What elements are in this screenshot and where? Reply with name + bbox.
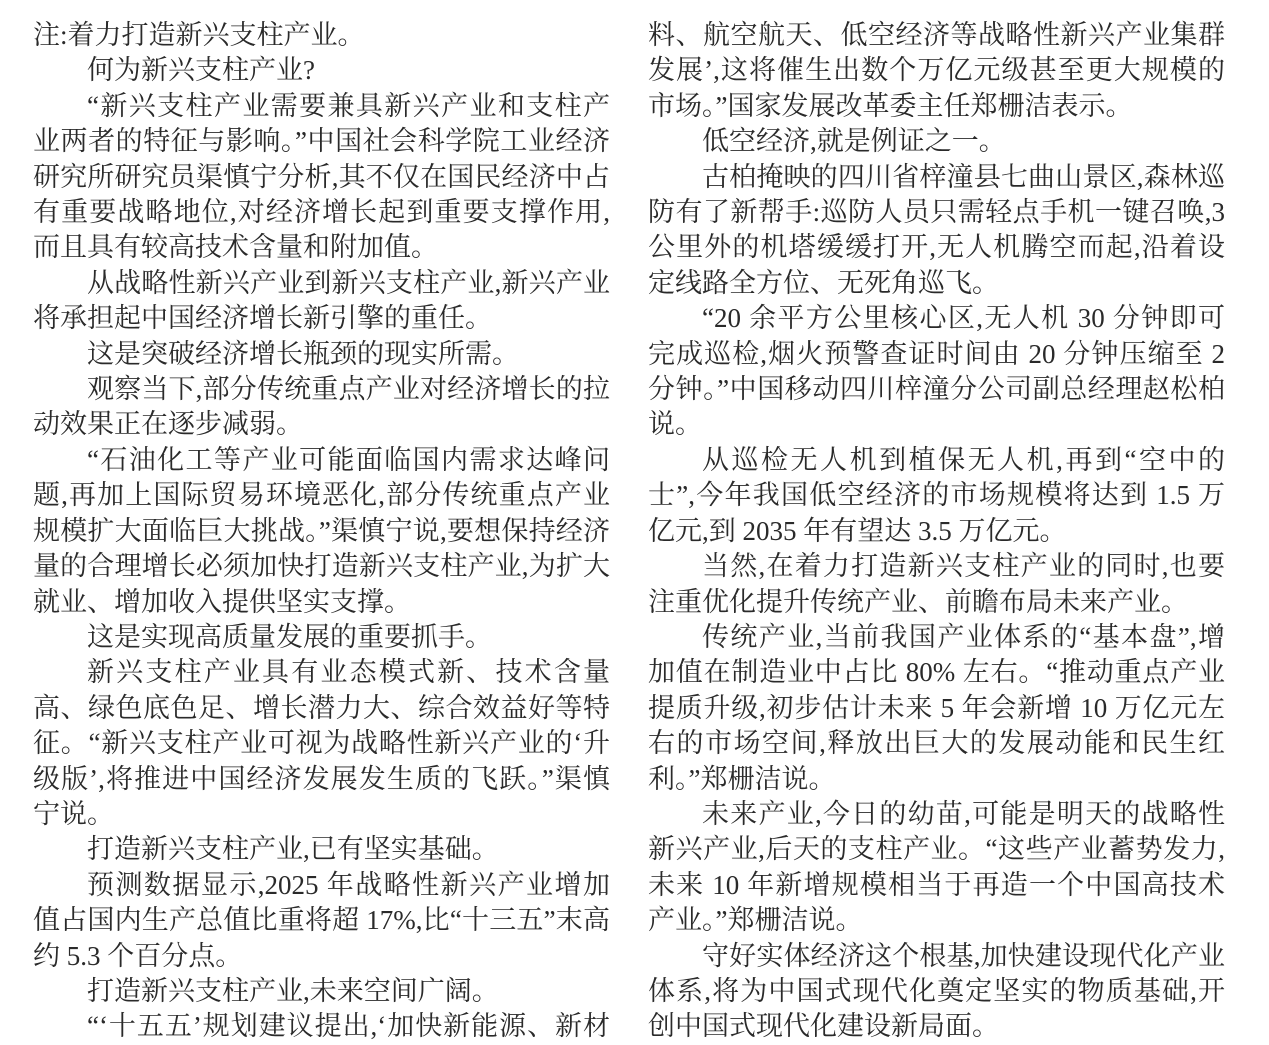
paragraph: 料、航空航天、低空经济等战略性新兴产业集群发展’,这将催生出数个万亿元级甚至更大规模的市场。”国家发展改革委主任郑栅洁表示。: [648, 20, 1225, 121]
paragraph: 从战略性新兴产业到新兴支柱产业,新兴产业将承担起中国经济增长新引擎的重任。: [33, 267, 610, 334]
paragraph: 低空经济,就是例证之一。: [702, 126, 1006, 157]
paragraph: 从巡检无人机到植保无人机,再到“空中的士”,今年我国低空经济的市场规模将达到 1.5 万亿元,到 2035 年有望达 3.5 万亿元。: [648, 444, 1225, 546]
paragraph: 这是实现高质量发展的重要抓手。: [87, 621, 492, 652]
paragraph: “新兴支柱产业需要兼具新兴产业和支柱产业两者的特征与影响。”中国社会科学院工业经济研究所研究员渠慎宁分析,其不仅在国民经济中占有重要战略地位,对经济增长起到重要支撑作用,而且具有较高技术含量和附加值。: [33, 90, 610, 263]
paragraph: 注:着力打造新兴支柱产业。: [33, 20, 365, 50]
paragraph: 当然,在着力打造新兴支柱产业的同时,也要注重优化提升传统产业、前瞻布局未来产业。: [648, 551, 1225, 617]
paragraph: 预测数据显示,2025 年战略性新兴产业增加值占国内生产总值比重将超 17%,比“十三五”末高约 5.3 个百分点。: [33, 869, 610, 971]
paragraph: 传统产业,当前我国产业体系的“基本盘”,增加值在制造业中占比 80% 左右。“推动重点产业提质升级,初步估计未来 5 年会新增 10 万亿元左右的市场空间,释放出巨大的发展动能和民生红利。”郑栅洁说。: [648, 621, 1225, 794]
paragraph: 何为新兴支柱产业?: [87, 55, 315, 86]
paragraph: 新兴支柱产业具有业态模式新、技术含量高、绿色底色足、增长潜力大、综合效益好等特征。“新兴支柱产业可视为战略性新兴产业的‘升级版’,将推进中国经济发展发生质的飞跃。”渠慎宁说。: [33, 657, 610, 829]
right-column: [648, 18, 1225, 1042]
paragraph: 打造新兴支柱产业,未来空间广阔。: [87, 975, 499, 1006]
paragraph: 打造新兴支柱产业,已有坚实基础。: [87, 834, 499, 865]
paragraph: 古柏掩映的四川省梓潼县七曲山景区,森林巡防有了新帮手:巡防人员只需轻点手机一键召唤,3 公里外的机塔缓缓打开,无人机腾空而起,沿着设定线路全方位、无死角巡飞。: [648, 161, 1225, 298]
paragraph: 守好实体经济这个根基,加快建设现代化产业体系,将为中国式现代化奠定坚实的物质基础,开创中国式现代化建设新局面。: [648, 940, 1225, 1042]
paragraph: 这是突破经济增长瓶颈的现实所需。: [87, 338, 519, 369]
paragraph: “20 余平方公里核心区,无人机 30 分钟即可完成巡检,烟火预警查证时间由 20 分钟压缩至 2 分钟。”中国移动四川梓潼分公司副总经理赵松柏说。: [648, 303, 1225, 440]
left-column: [33, 18, 610, 1042]
paragraph: “‘十五五’规划建议提出,‘加快新能源、新材: [87, 1011, 610, 1042]
paragraph: 观察当下,部分传统重点产业对经济增长的拉动效果正在逐步减弱。: [33, 374, 610, 440]
paragraph: “石油化工等产业可能面临国内需求达峰问题,再加上国际贸易环境恶化,部分传统重点产业规模扩大面临巨大挑战。”渠慎宁说,要想保持经济量的合理增长必须加快打造新兴支柱产业,为扩大就业、增加收入提供坚实支撑。: [33, 444, 610, 617]
paragraph: 未来产业,今日的幼苗,可能是明天的战略性新兴产业,后天的支柱产业。“这些产业蓄势发力,未来 10 年新增规模相当于再造一个中国高技术产业。”郑栅洁说。: [648, 798, 1225, 936]
